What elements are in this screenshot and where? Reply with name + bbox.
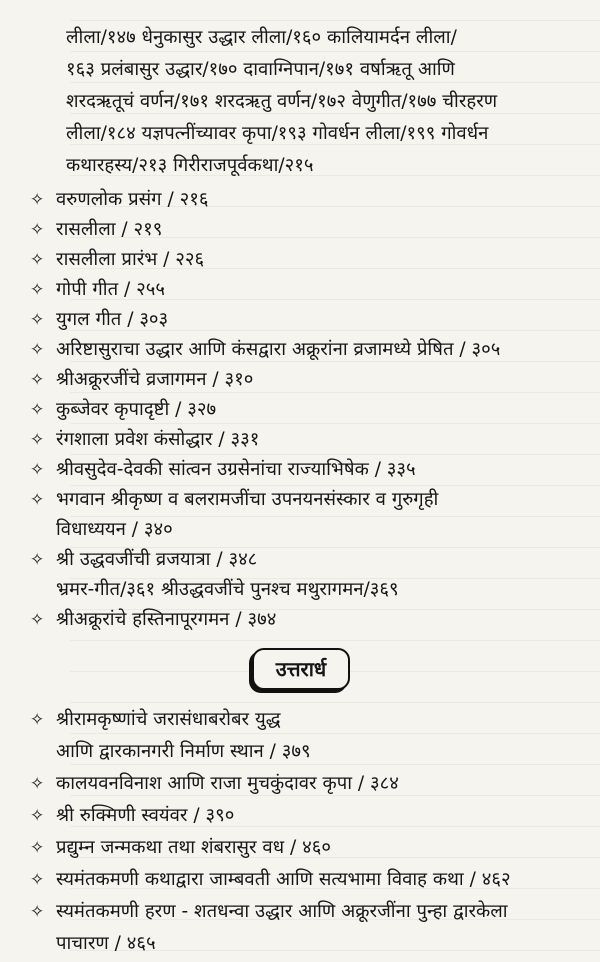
diamond-bullet-icon: ✧ bbox=[30, 610, 45, 630]
diamond-bullet-icon: ✧ bbox=[30, 310, 45, 330]
toc-entry-text: वरुणलोक प्रसंग / २१६ bbox=[56, 189, 209, 210]
toc-entry-text: स्यमंतकमणी कथाद्वारा जाम्बवती आणि सत्यभामा विवाह कथा / ४६२ bbox=[56, 869, 511, 890]
toc-entry bbox=[30, 334, 500, 366]
diamond-bullet-icon: ✧ bbox=[30, 902, 45, 922]
toc-entry-text: भगवान श्रीकृष्ण व बलरामजींचा उपनयनसंस्कार व गुरुगृही bbox=[56, 489, 439, 510]
toc-entry-text: प्रद्युम्न जन्मकथा तथा शंबरासुर वध / ४६० bbox=[56, 837, 331, 858]
toc-entry-continuation: विधाध्ययन / ३४० bbox=[56, 519, 173, 540]
section-heading-uttarardha: उत्तरार्ध bbox=[252, 648, 350, 690]
intro-line: लीला/१८४ यज्ञपत्नींच्यावर कृपा/१९३ गोवर्धन लीला/१९९ गोवर्धन bbox=[66, 123, 489, 144]
toc-entry bbox=[30, 704, 280, 736]
diamond-bullet-icon: ✧ bbox=[30, 838, 45, 858]
diamond-bullet-icon: ✧ bbox=[30, 490, 45, 510]
toc-entry-text: श्री उद्धवजींची व्रजयात्रा / ३४८ bbox=[56, 549, 258, 570]
toc-entry bbox=[30, 864, 511, 896]
diamond-bullet-icon: ✧ bbox=[30, 250, 45, 270]
toc-entry-text: श्रीअक्रूरजींचे व्रजागमन / ३१० bbox=[56, 369, 254, 390]
toc-entry bbox=[30, 768, 399, 800]
intro-line: कथारहस्य/२१३ गिरीराजपूर्वकथा/२१५ bbox=[66, 155, 314, 176]
toc-entry bbox=[30, 604, 276, 636]
toc-entry bbox=[30, 484, 438, 516]
toc-entry bbox=[30, 274, 165, 306]
diamond-bullet-icon: ✧ bbox=[30, 430, 45, 450]
toc-entry-text: श्री रुक्मिणी स्वयंवर / ३९० bbox=[56, 805, 235, 826]
toc-entry-text: रासलीला प्रारंभ / २२६ bbox=[56, 249, 205, 270]
toc-entry bbox=[30, 544, 257, 576]
diamond-bullet-icon: ✧ bbox=[30, 806, 45, 826]
toc-entry bbox=[30, 244, 204, 276]
toc-entry-text: रासलीला / २१९ bbox=[56, 219, 163, 240]
diamond-bullet-icon: ✧ bbox=[30, 774, 45, 794]
diamond-bullet-icon: ✧ bbox=[30, 190, 45, 210]
diamond-bullet-icon: ✧ bbox=[30, 710, 45, 730]
toc-entry bbox=[30, 832, 331, 864]
toc-entry bbox=[30, 214, 162, 246]
toc-entry-text: कुब्जेवर कृपादृष्टी / ३२७ bbox=[56, 399, 217, 420]
intro-paragraph bbox=[66, 22, 497, 182]
toc-entry-text: स्यमंतकमणी हरण - शतधन्वा उद्धार आणि अक्रूरजींना पुन्हा द्वारकेला bbox=[56, 901, 508, 922]
toc-entry-text: अरिष्टासुराचा उद्धार आणि कंसद्वारा अक्रूरांना व्रजामध्ये प्रेषित / ३०५ bbox=[56, 339, 501, 360]
diamond-bullet-icon: ✧ bbox=[30, 220, 45, 240]
toc-entry-text: श्रीअक्रूरांचे हस्तिनापूरगमन / ३७४ bbox=[56, 609, 277, 630]
toc-entry bbox=[30, 394, 216, 426]
toc-entry bbox=[30, 800, 234, 832]
toc-entry-continuation: आणि द्वारकानगरी निर्माण स्थान / ३७९ bbox=[56, 741, 311, 762]
toc-entry bbox=[30, 896, 508, 928]
toc-entry-text: कालयवनविनाश आणि राजा मुचकुंदावर कृपा / ३८४ bbox=[56, 773, 399, 794]
diamond-bullet-icon: ✧ bbox=[30, 400, 45, 420]
toc-entry bbox=[30, 424, 259, 456]
toc-entry-continuation: पाचारण / ४६५ bbox=[56, 933, 156, 954]
intro-line: लीला/१४७ धेनुकासुर उद्धार लीला/१६० कालियामर्दन लीला/ bbox=[66, 27, 457, 48]
diamond-bullet-icon: ✧ bbox=[30, 460, 45, 480]
diamond-bullet-icon: ✧ bbox=[30, 870, 45, 890]
toc-entry-text: गोपी गीत / २५५ bbox=[56, 279, 165, 300]
diamond-bullet-icon: ✧ bbox=[30, 370, 45, 390]
toc-entry bbox=[30, 364, 253, 396]
toc-entry-text: श्रीरामकृष्णांचे जरासंधाबरोबर युद्ध bbox=[56, 709, 281, 730]
toc-entry bbox=[30, 184, 208, 216]
diamond-bullet-icon: ✧ bbox=[30, 340, 45, 360]
toc-entry bbox=[30, 304, 168, 336]
diamond-bullet-icon: ✧ bbox=[30, 550, 45, 570]
intro-line: शरदऋतूचं वर्णन/१७१ शरदऋतु वर्णन/१७२ वेणुगीत/१७७ चीरहरण bbox=[66, 91, 498, 112]
toc-entry-text: युगल गीत / ३०३ bbox=[56, 309, 169, 330]
toc-entry-text: रंगशाला प्रवेश कंसोद्धार / ३३१ bbox=[56, 429, 260, 450]
toc-plain-line: भ्रमर-गीत/३६१ श्रीउद्धवजींचे पुनश्च मथुरागमन/३६९ bbox=[56, 579, 399, 600]
toc-entry-text: श्रीवसुदेव-देवकी सांत्वन उग्रसेनांचा राज्याभिषेक / ३३५ bbox=[56, 459, 416, 480]
toc-entry bbox=[30, 454, 416, 486]
diamond-bullet-icon: ✧ bbox=[30, 280, 45, 300]
intro-line: १६३ प्रलंबासुर उद्धार/१७० दावाग्निपान/१७१ वर्षाऋतू आणि bbox=[66, 59, 455, 80]
